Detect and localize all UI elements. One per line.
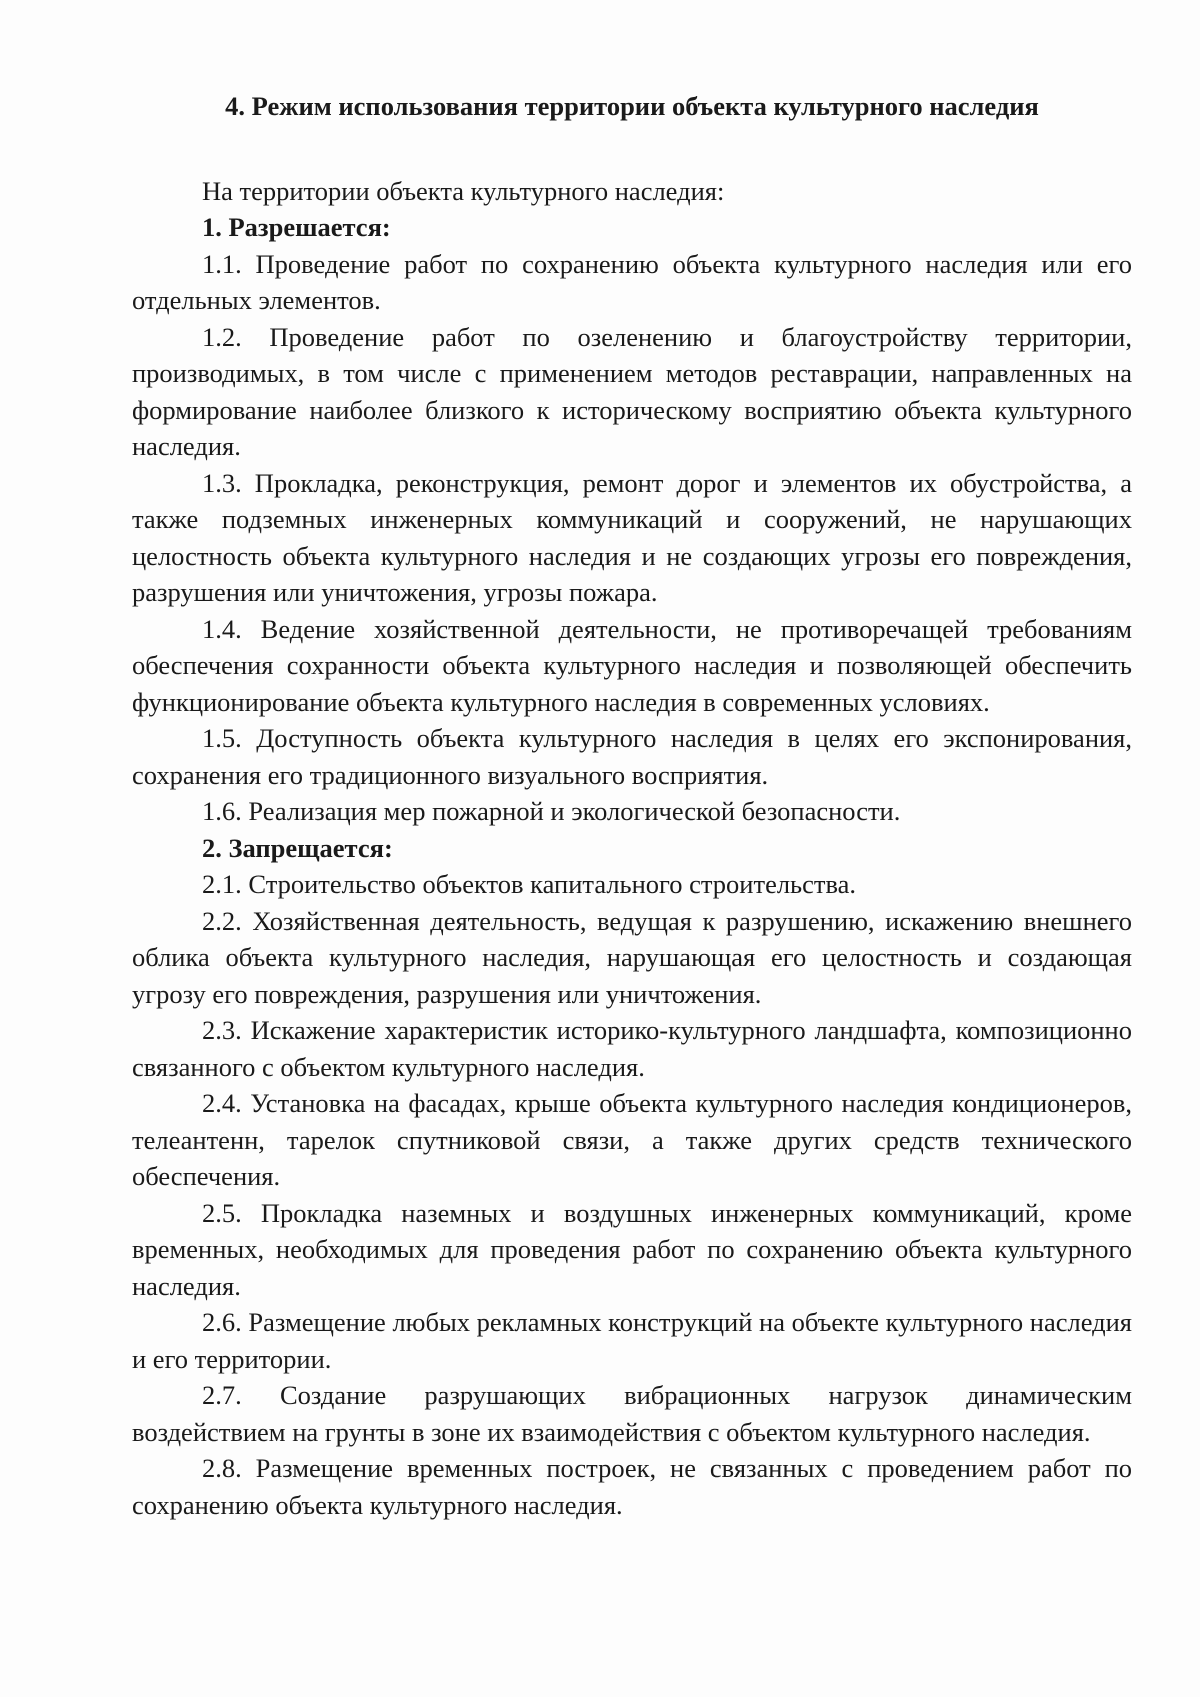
list-item: 2.1. Строительство объектов капитального строительства. bbox=[202, 869, 857, 899]
list-item: 1.1. Проведение работ по сохранению объекта культурного наследия или его отдельных элементов. bbox=[132, 248, 1132, 315]
list-item: 2.6. Размещение любых рекламных конструкций на объекте культурного наследия и его территории. bbox=[132, 1307, 1132, 1374]
list-item: 1.4. Ведение хозяйственной деятельности, не противоречащей требованиям обеспечения сохранности объекта культурного наследия и позволяющей обеспечить функционирование объекта культурного наследия в современных условиях. bbox=[132, 613, 1132, 717]
list-item: 2.4. Установка на фасадах, крыше объекта культурного наследия кондиционеров, телеантенн, тарелок спутниковой связи, а также других средств технического обеспечения. bbox=[132, 1088, 1132, 1191]
list-item: 2.7. Создание разрушающих вибрационных нагрузок динамическим воздействием на грунты в зоне их взаимодействия с объектом культурного наследия. bbox=[132, 1380, 1132, 1447]
list-item: 2.8. Размещение временных построек, не связанных с проведением работ по сохранению объекта культурного наследия. bbox=[132, 1453, 1132, 1520]
list-item: 1.5. Доступность объекта культурного наследия в целях его экспонирования, сохранения его традиционного визуального восприятия. bbox=[132, 723, 1132, 790]
intro-text: На территории объекта культурного наследия: bbox=[202, 175, 725, 206]
list-item: 2.5. Прокладка наземных и воздушных инженерных коммуникаций, кроме временных, необходимых для проведения работ по сохранению объекта культурного наследия. bbox=[132, 1197, 1132, 1301]
list-item: 1.3. Прокладка, реконструкция, ремонт дорог и элементов их обустройства, а также подземных инженерных коммуникаций и сооружений, не нарушающих целостность объекта культурного наследия и не создающих угрозы его повреждения, разрушения или уничтожения, угрозы пожара. bbox=[132, 467, 1132, 607]
section-title-forbidden: 2. Запрещается: bbox=[202, 832, 393, 863]
list-item: 1.6. Реализация мер пожарной и экологической безопасности. bbox=[202, 796, 901, 826]
document-heading: 4. Режим использования территории объекта культурного наследия bbox=[225, 91, 1039, 121]
list-item: 1.2. Проведение работ по озеленению и благоустройству территории, производимых, в том числе с применением методов реставрации, направленных на формирование наиболее близкого к историческому восприятию объекта культурного наследия. bbox=[132, 321, 1132, 461]
list-item: 2.3. Искажение характеристик историко-культурного ландшафта, композиционно связанного с объектом культурного наследия. bbox=[132, 1015, 1132, 1082]
document-body bbox=[132, 88, 1132, 1523]
list-item: 2.2. Хозяйственная деятельность, ведущая к разрушению, искажению внешнего облика объекта культурного наследия, нарушающая его целостность и создающая угрозу его повреждения, разрушения или уничтожения. bbox=[132, 905, 1132, 1009]
section-title-allowed: 1. Разрешается: bbox=[202, 212, 391, 242]
